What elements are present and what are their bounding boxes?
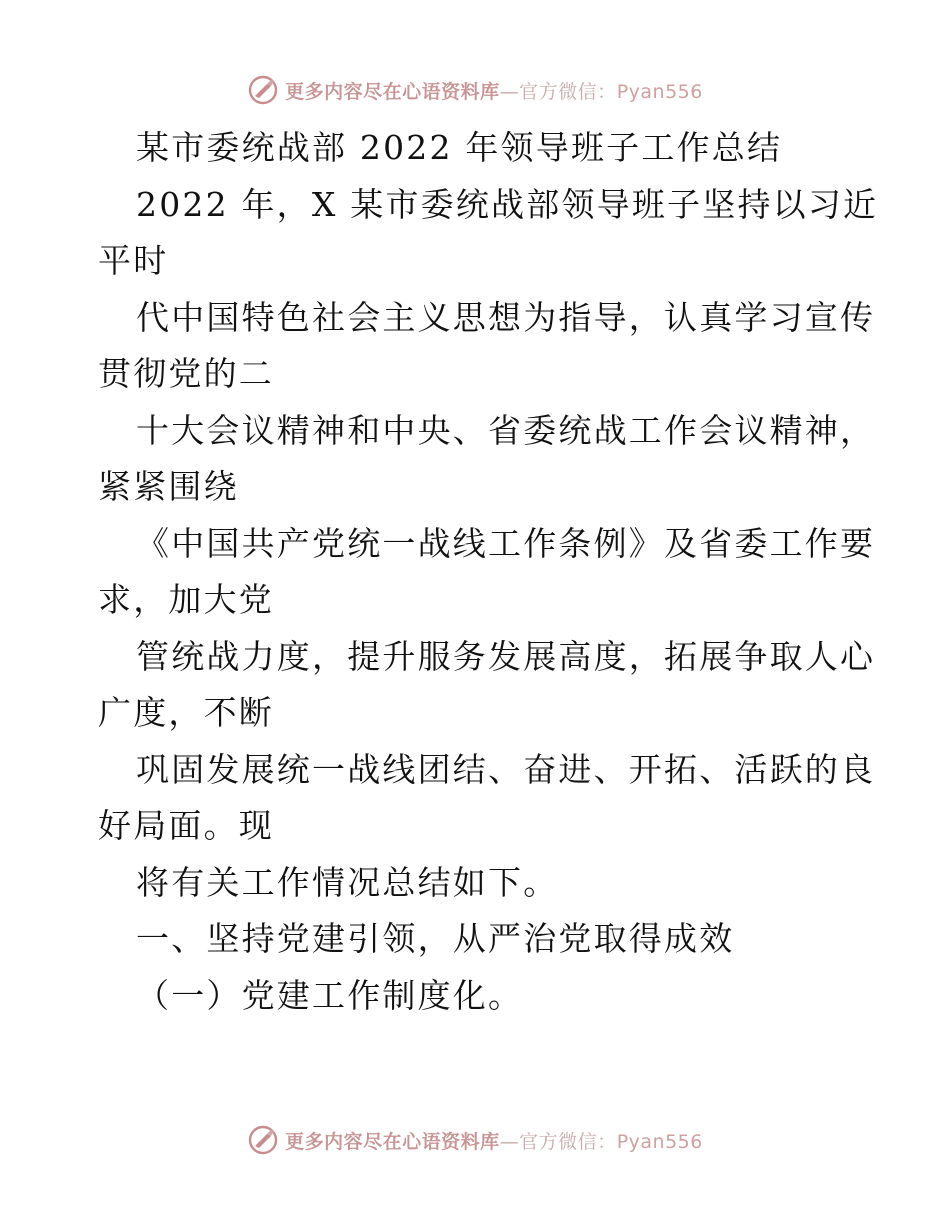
paragraph-line: 广度，不断 [98,693,274,732]
watermark-text [285,1127,703,1154]
document-title: 某市委统战部 2022 年领导班子工作总结 [136,128,783,167]
header-watermark [0,70,950,110]
watermark-dash: — [499,1130,520,1153]
paragraph-line: 代中国特色社会主义思想为指导，认真学习宣传 [136,297,876,337]
watermark-dash: — [499,80,520,103]
watermark-label: 官方微信： [519,80,617,103]
watermark-main: 更多内容尽在心语资料库 [285,1130,500,1153]
document-body [98,120,879,1024]
paragraph-line: 贯彻党的二 [98,354,274,393]
paragraph-line: 《中国共产党统一战线工作条例》及省委工作要 [136,523,876,563]
footer-watermark [0,1120,950,1160]
watermark-id: Pyan556 [616,80,703,103]
pen-logo-icon [247,74,279,106]
paragraph-line: 将有关工作情况总结如下。 [136,862,559,902]
paragraph-line: 管统战力度，提升服务发展高度，拓展争取人心 [136,636,876,676]
subsection-heading: （一）党建工作制度化。 [136,975,524,1015]
paragraph-line: 紧紧围绕 [98,467,239,506]
paragraph-line: 好局面。现 [98,806,274,845]
pen-logo-icon [247,1124,279,1156]
paragraph-line: 2022 年，X 某市委统战部领导班子坚持以习近 [136,184,879,224]
paragraph-line: 平时 [98,241,169,280]
watermark-main: 更多内容尽在心语资料库 [285,80,500,103]
watermark-label: 官方微信： [519,1130,617,1153]
watermark-id: Pyan556 [616,1130,703,1153]
paragraph-line: 求，加大党 [98,580,274,619]
watermark-text [285,77,703,104]
section-heading: 一、坚持党建引领，从严治党取得成效 [136,919,735,958]
paragraph-line: 巩固发展统一战线团结、奋进、开拓、活跃的良 [136,749,876,789]
paragraph-line: 十大会议精神和中央、省委统战工作会议精神， [136,410,876,450]
